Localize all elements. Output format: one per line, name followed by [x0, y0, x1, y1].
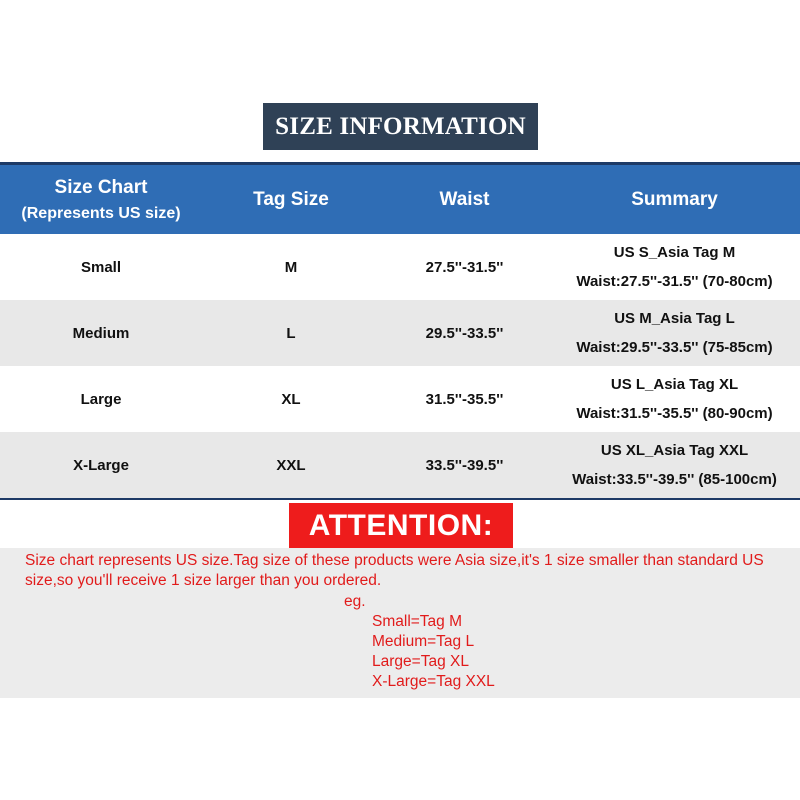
- list-item: Large=Tag XL: [372, 653, 469, 670]
- cell-size: Large: [80, 390, 122, 408]
- table-row: [0, 432, 800, 498]
- cell-waist: 29.5''-33.5'': [425, 324, 504, 342]
- table-row: [0, 366, 800, 432]
- notice-eg-label: eg.: [344, 593, 366, 610]
- notice-text: Size chart represents US size.Tag size of these products were Asia size,it's 1 size smaller than standard US size,so you'll receive 1 size larger than you ordered.: [25, 552, 764, 589]
- header-tag-size: Tag Size: [253, 188, 329, 210]
- page-title: SIZE INFORMATION: [263, 103, 538, 150]
- cell-summary: [549, 234, 800, 300]
- header-size-chart: [0, 165, 202, 234]
- summary-line-1: US XL_Asia Tag XXL: [600, 442, 749, 459]
- summary-line-1: US L_Asia Tag XL: [610, 376, 739, 393]
- example-list: [372, 612, 495, 692]
- summary-line-2: Waist:33.5''-39.5'' (85-100cm): [572, 471, 777, 488]
- cell-tag: XXL: [276, 456, 306, 474]
- summary-line-2: Waist:31.5''-35.5'' (80-90cm): [576, 405, 773, 422]
- cell-waist: 33.5''-39.5'': [425, 456, 504, 474]
- table-row: [0, 300, 800, 366]
- header-summary: Summary: [631, 188, 718, 210]
- cell-waist: 31.5''-35.5'': [425, 390, 504, 408]
- attention-notice: [0, 548, 800, 698]
- cell-size: X-Large: [73, 456, 129, 474]
- cell-summary: [549, 300, 800, 366]
- table-header: [0, 165, 800, 234]
- cell-summary: [549, 366, 800, 432]
- summary-line-2: Waist:27.5''-31.5'' (70-80cm): [576, 273, 773, 290]
- size-chart-table: [0, 162, 800, 500]
- summary-line-1: US M_Asia Tag L: [614, 310, 735, 327]
- header-size-chart-label: Size Chart: [54, 176, 148, 198]
- table-row: [0, 234, 800, 300]
- list-item: Small=Tag M: [372, 613, 463, 630]
- cell-summary: [549, 432, 800, 498]
- summary-line-1: US S_Asia Tag M: [613, 244, 736, 261]
- header-waist: Waist: [439, 188, 490, 210]
- header-size-chart-sub: (Represents US size): [21, 204, 181, 222]
- attention-banner: ATTENTION:: [289, 503, 513, 549]
- cell-waist: 27.5''-31.5'': [425, 258, 504, 276]
- list-item: X-Large=Tag XXL: [372, 673, 495, 690]
- list-item: Medium=Tag L: [372, 633, 475, 650]
- cell-size: Medium: [72, 324, 130, 342]
- cell-tag: XL: [281, 390, 301, 408]
- cell-tag: M: [284, 258, 298, 276]
- cell-tag: L: [286, 324, 296, 342]
- cell-size: Small: [80, 258, 122, 276]
- summary-line-2: Waist:29.5''-33.5'' (75-85cm): [576, 339, 773, 356]
